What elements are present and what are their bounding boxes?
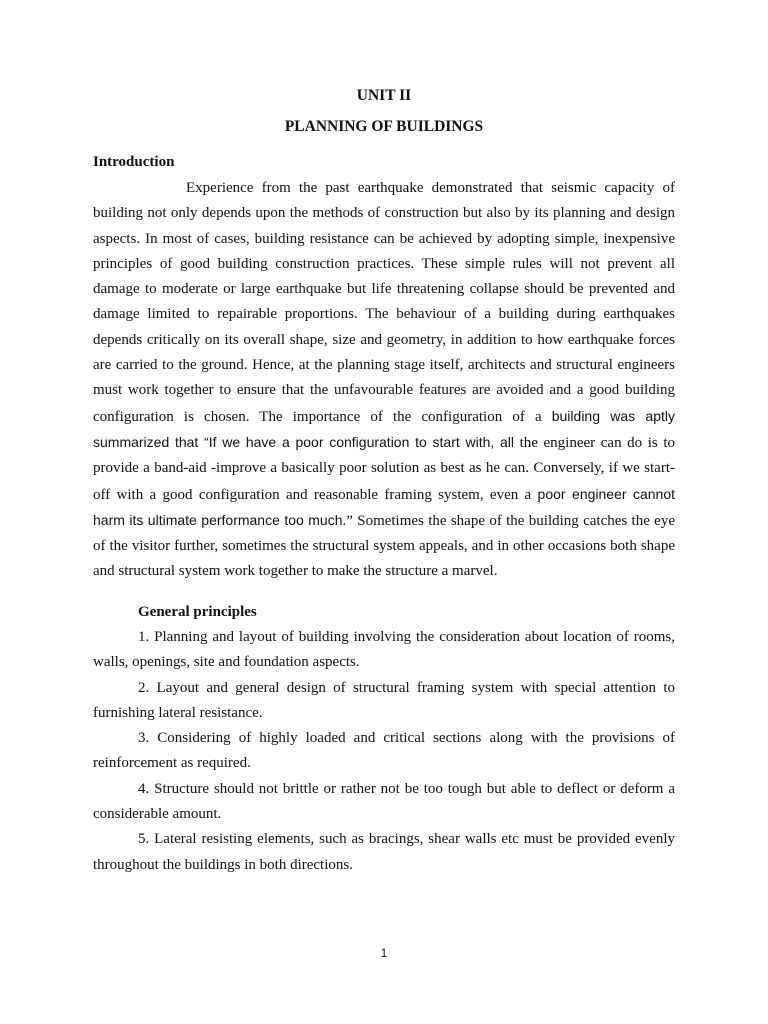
intro-quote-open: “If we have a poor configuration to start with, all (204, 433, 515, 450)
intro-text-before-quote: Experience from the past earthquake demonstrated that seismic capacity of building not only depends upon the methods of construction but also by its planning and design aspects. In most of cases, building resistance can be achieved by adopting simple, inexpensive principles of good building construction practices. These simple rules will not prevent all damage to moderate or large earthquake but life threatening collapse should be prevented and damage limited to repairable proportions. The behaviour of a building during earthquakes depends critically on its overall shape, size and geometry, in addition to how earthquake forces are carried to the ground. Hence, at the planning stage itself, architects and structural engineers must work together to ensure that the unfavourable features are avoided and a good building configuration is chosen. The importance of the configuration of a (93, 180, 675, 425)
principle-item: 2. Layout and general design of structural framing system with special attention to furnishing lateral resistance. (93, 679, 675, 721)
intro-quote-close: poor engineer cannot harm its ultimate performance too much (93, 485, 676, 528)
principle-item: 4. Structure should not brittle or rather not be too tough but able to deflect or deform a considerable amount. (93, 780, 675, 823)
intro-quote-lead-in: building was aptly summarized that (93, 407, 675, 450)
general-principles-section (93, 600, 675, 878)
intro-text-after-quote: .” Sometimes the shape of the building catches the eye of the visitor further, sometimes the structural system appeals, and in other occasions both shape and structural system work together to make the structure a marvel. (93, 512, 676, 580)
introduction-heading: Introduction (93, 154, 175, 170)
introduction-paragraph (93, 176, 675, 585)
principle-item: 3. Considering of highly loaded and critical sections along with the provisions of reinforcement as required. (93, 730, 675, 772)
principle-item: 5. Lateral resisting elements, such as bracings, shear walls etc must be provided evenly throughout the buildings in both directions. (93, 831, 675, 873)
page-number: 1 (380, 946, 388, 960)
general-principles-heading: General principles (138, 604, 257, 620)
intro-quote-middle: the engineer can do is to provide a band-aid -improve a basically poor solution as best as he can. Conversely, if we start-off with a good configuration and reasonable framing system, even a (93, 434, 676, 503)
principle-item: 1. Planning and layout of building involving the consideration about location of rooms, walls, openings, site and foundation aspects. (93, 629, 675, 671)
chapter-title: PLANNING OF BUILDINGS (284, 118, 484, 135)
unit-title: UNIT II (356, 87, 412, 104)
